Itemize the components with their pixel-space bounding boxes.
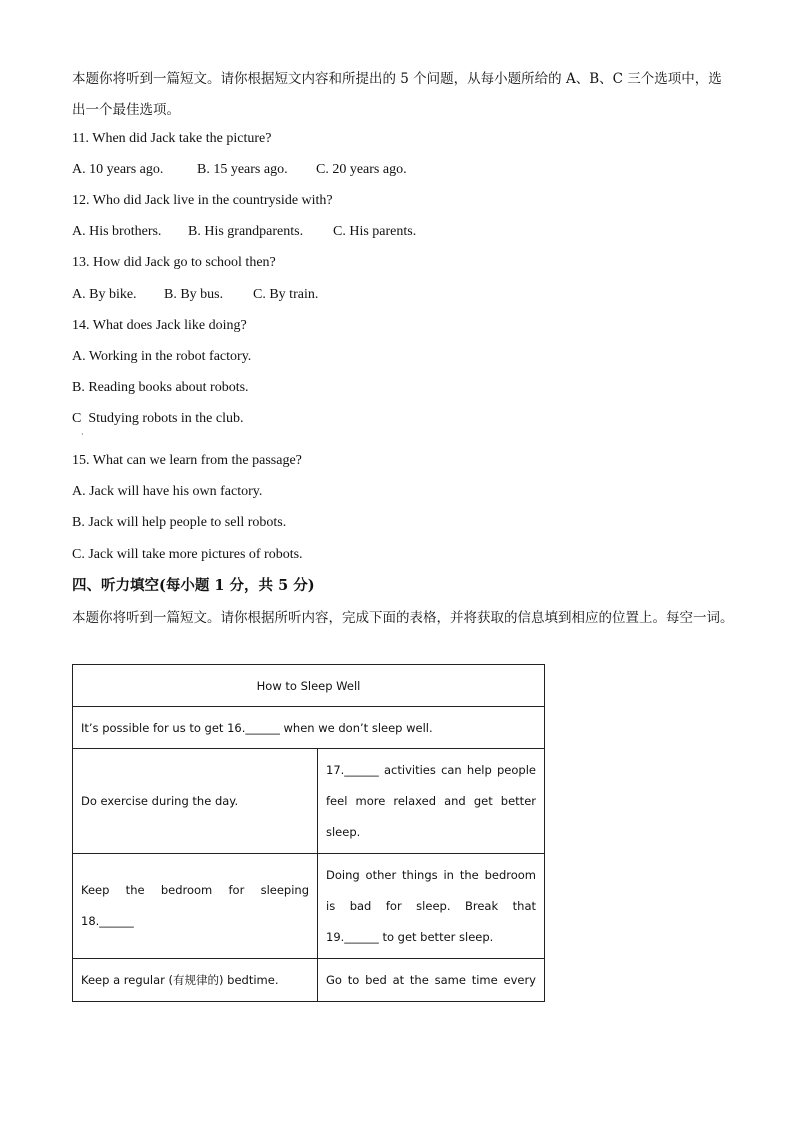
- question-11-options: [72, 162, 407, 178]
- question-12: 12. Who did Jack live in the countryside with?: [72, 193, 333, 208]
- question-15: 15. What can we learn from the passage?: [72, 453, 302, 468]
- option-c: C. 20 years ago.: [316, 162, 407, 177]
- question-14: 14. What does Jack like doing?: [72, 318, 247, 333]
- question-15-option-a: A. Jack will have his own factory.: [72, 484, 263, 499]
- section3-instructions: 本题你将听到一篇短文。请你根据短文内容和所提出的 5 个问题，从每小题所给的 A、B、C 三个选项中，选出一个最佳选项。: [72, 71, 722, 118]
- stray-dot: ·: [81, 430, 84, 439]
- section4-instructions: 本题你将听到一篇短文。请你根据所听内容，完成下面的表格，并将获取的信息填到相应的位置上。每空一词。: [72, 610, 734, 626]
- table-row: [73, 854, 545, 959]
- question-11: 11. When did Jack take the picture?: [72, 131, 272, 146]
- question-12-options: [72, 224, 416, 240]
- table-row: [73, 749, 545, 854]
- option-a: A. 10 years ago.: [72, 162, 164, 177]
- option-a: A. His brothers.: [72, 224, 162, 239]
- option-b: B. 15 years ago.: [197, 162, 288, 177]
- option-c: C. By train.: [253, 287, 319, 302]
- question-14-option-a: A. Working in the robot factory.: [72, 349, 252, 364]
- table-cell-16: It’s possible for us to get 16.______ when we don’t sleep well.: [73, 707, 545, 749]
- table-row: [73, 707, 545, 749]
- question-15-option-b: B. Jack will help people to sell robots.: [72, 515, 287, 530]
- question-15-option-c: C. Jack will take more pictures of robots.: [72, 547, 303, 562]
- option-b: B. His grandparents.: [188, 224, 304, 239]
- table-cell-17: 17.______ activities can help people feel more relaxed and get better sleep.: [318, 749, 545, 854]
- question-14-option-b: B. Reading books about robots.: [72, 380, 249, 395]
- table-title: How to Sleep Well: [73, 665, 545, 707]
- table-cell-bedtime: Keep a regular (有规律的) bedtime.: [73, 959, 318, 1002]
- table-row: [73, 665, 545, 707]
- table-row: [73, 959, 545, 1002]
- table-cell-exercise: Do exercise during the day.: [73, 749, 318, 854]
- table-cell-18: Keep the bedroom for sleeping 18.______: [73, 854, 318, 959]
- option-b: B. By bus.: [164, 287, 224, 302]
- question-13: 13. How did Jack go to school then?: [72, 255, 276, 270]
- table-cell-same-time: Go to bed at the same time every: [318, 959, 545, 1002]
- question-13-options: [72, 287, 318, 303]
- question-14-option-c: C Studying robots in the club.: [72, 411, 244, 426]
- option-a: A. By bike.: [72, 287, 137, 302]
- sleep-table: [72, 664, 545, 1002]
- section4-title: 四、听力填空(每小题 1 分，共 5 分): [72, 577, 315, 594]
- table-cell-19: Doing other things in the bedroom is bad for sleep. Break that 19.______ to get better sleep.: [318, 854, 545, 959]
- option-c: C. His parents.: [333, 224, 417, 239]
